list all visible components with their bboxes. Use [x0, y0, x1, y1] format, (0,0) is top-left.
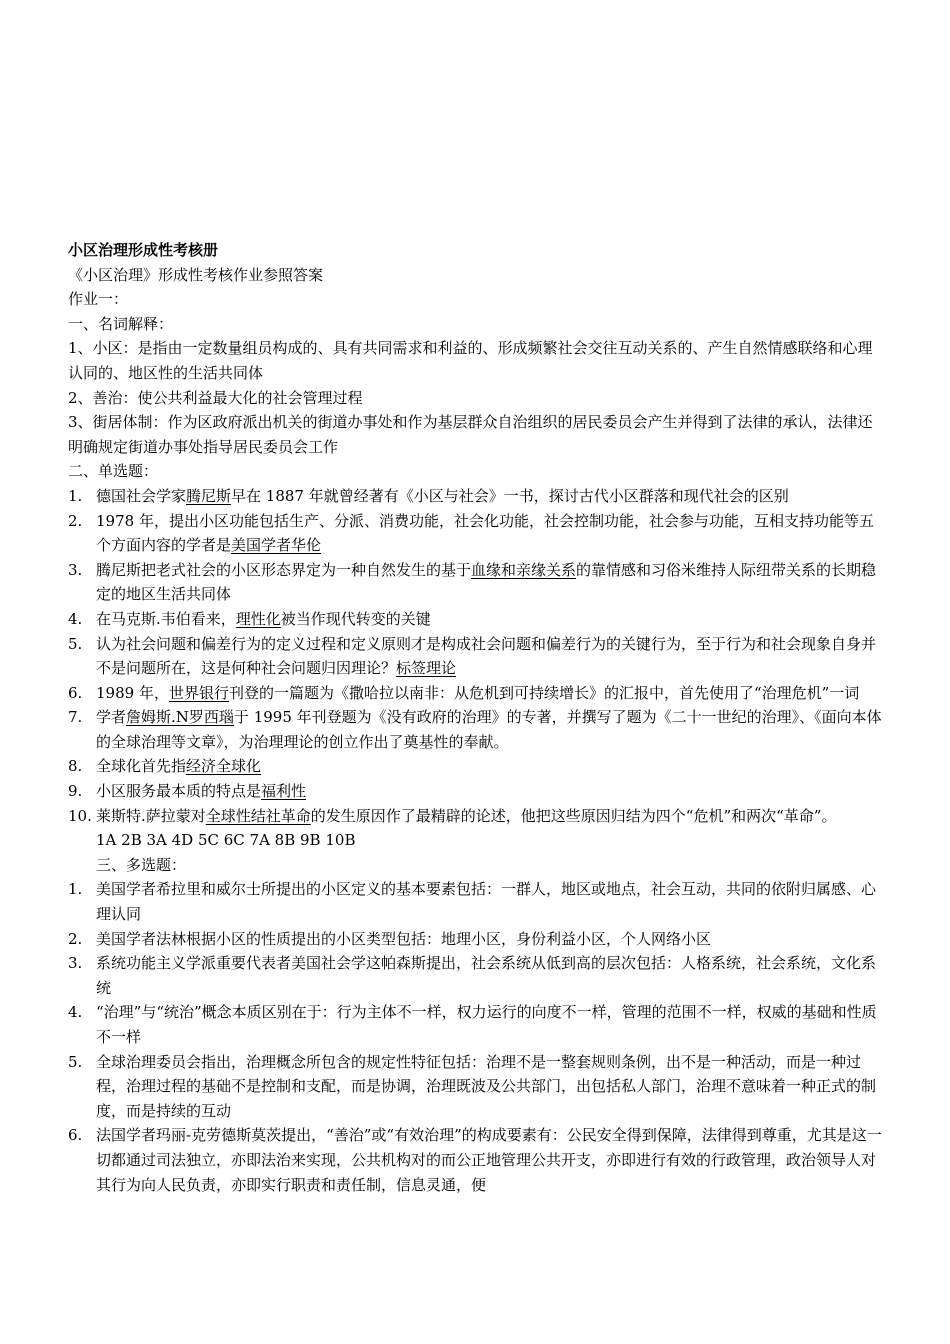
list-item-text — [96, 632, 884, 681]
list-item — [68, 927, 884, 952]
list-item-text: 美国学者希拉里和威尔士所提出的小区定义的基本要素包括：一群人，地区或地点，社会互动，共同的依附归属感、心理认同 — [96, 880, 877, 924]
question-text: 在马克斯.韦伯看来， — [96, 609, 236, 628]
list-item — [68, 558, 884, 607]
list-item-number: 5. — [68, 634, 83, 653]
list-item-text — [96, 484, 884, 509]
list-item — [68, 951, 884, 1000]
term-definition: 3、街居体制：作为区政府派出机关的街道办事处和作为基层群众自治组织的居民委员会产生并得到了法律的承认，法律还明确规定街道办事处指导居民委员会工作 — [68, 413, 873, 456]
list-item-text — [96, 705, 884, 754]
list-item — [68, 877, 884, 926]
underlined-answer: 世界银行 — [168, 683, 229, 702]
section-2-heading: 二、单选题： — [68, 462, 159, 481]
question-text: 学者 — [96, 708, 127, 727]
list-item-number: 3. — [68, 560, 83, 579]
list-item — [68, 681, 884, 706]
list-item-text — [96, 804, 884, 829]
question-text: 被当作现代转变的关键 — [280, 609, 431, 628]
list-item — [68, 705, 884, 754]
list-item — [68, 607, 884, 632]
question-text: 1978 年，提出小区功能包括生产、分派、消费功能，社会化功能，社会控制功能，社会参与功能，互相支持功能等五个方面内容的学者是 — [96, 511, 874, 555]
list-item-text — [96, 754, 884, 779]
list-item — [68, 509, 884, 558]
underlined-answer: 詹姆斯.N罗西瑙 — [126, 708, 234, 727]
underlined-answer: 标签理论 — [396, 659, 457, 678]
underlined-answer: 理性化 — [235, 609, 281, 628]
list-item-number: 3. — [68, 954, 83, 973]
list-item-text — [96, 779, 884, 804]
list-item — [68, 484, 884, 509]
list-item-number: 1. — [68, 486, 83, 505]
list-item-number: 7. — [68, 708, 83, 727]
list-item-number: 2. — [68, 511, 83, 530]
list-item-text — [96, 509, 884, 558]
question-text: 腾尼斯把老式社会的小区形态界定为一种自然发生的基于 — [96, 560, 472, 579]
list-item-text: 系统功能主义学派重要代表者美国社会学这帕森斯提出，社会系统从低到高的层次包括：人格系统，社会系统，文化系统 — [96, 954, 877, 997]
list-item-number: 4. — [68, 1003, 83, 1022]
list-item — [68, 804, 884, 829]
term-definition: 1、小区：是指由一定数量组员构成的、具有共同需求和利益的、形成频繁社会交往互动关系的、产生自然情感联络和心理认同的、地区性的生活共同体 — [68, 339, 873, 382]
underlined-answer: 经济全球化 — [186, 757, 262, 776]
question-text: 1989 年， — [96, 683, 169, 702]
document-title: 小区治理形成性考核册 — [68, 241, 219, 259]
list-item-number: 2. — [68, 929, 83, 948]
list-item — [68, 1000, 884, 1049]
question-text: 的靠情感和习俗米维持人际纽带关系的长期稳定的地区生活共同体 — [96, 560, 877, 604]
list-item-text: “治理”与“统治”概念本质区别在于：行为主体不一样，权力运行的向度不一样，管理的范围不一样，权威的基础和性质不一样 — [96, 1003, 877, 1046]
single-choice-list — [68, 484, 884, 828]
list-item-number: 8. — [68, 757, 83, 776]
question-text: 小区服务最本质的特点是 — [96, 782, 262, 801]
list-item — [68, 779, 884, 804]
single-choice-answers: 1A 2B 3A 4D 5C 6C 7A 8B 9B 10B — [96, 831, 356, 850]
question-text: 莱斯特.萨拉蒙对 — [96, 806, 206, 825]
list-item-number: 1. — [68, 880, 83, 899]
list-item-number: 5. — [68, 1052, 83, 1071]
list-item-text: 美国学者法林根据小区的性质提出的小区类型包括：地理小区，身份利益小区，个人网络小区 — [96, 929, 712, 948]
document-body — [68, 238, 884, 1197]
list-item-text — [96, 681, 884, 706]
list-item — [68, 632, 884, 681]
question-text: 认为社会问题和偏差行为的定义过程和定义原则才是构成社会问题和偏差行为的关键行为，至于行为和社会现象自身并不是问题所在，这是何种社会问题归因理论？ — [96, 634, 877, 678]
question-text: 的发生原因作了最精辟的论述，他把这些原因归结为四个“危机”和两次“革命”。 — [310, 806, 837, 825]
section-1-heading: 一、名词解释： — [68, 314, 174, 333]
question-text: 刊登的一篇题为《撒哈拉以南非：从危机到可持续增长》的汇报中，首先使用了“治理危机”一词 — [228, 683, 860, 702]
list-item-text: 全球治理委员会指出，治理概念所包含的规定性特征包括：治理不是一整套规则条例，出不是一种活动，而是一种过程，治理过程的基础不是控制和支配，而是协调，治理既波及公共部门，出包括私人部门，治理不意味着一种正式的制度，而是持续的互动 — [96, 1052, 877, 1120]
underlined-answer: 全球性结社革命 — [205, 806, 311, 825]
list-item-number: 10. — [68, 806, 92, 825]
list-item-number: 6. — [68, 1126, 83, 1145]
section-3-heading: 三、多选题： — [96, 855, 187, 874]
term-definition: 2、善治：使公共利益最大化的社会管理过程 — [68, 388, 363, 407]
underlined-answer: 血缘和亲缘关系 — [471, 560, 577, 579]
question-text: 早在 1887 年就曾经著有《小区与社会》一书，探讨古代小区群落和现代社会的区别 — [231, 486, 789, 505]
question-text: 于 1995 年刊登题为《没有政府的治理》的专著，并撰写了题为《二十一世纪的治理》、《面向本体的全球治理等文章》，为治理理论的创立作出了奠基性的奉献。 — [96, 708, 882, 751]
list-item — [68, 1050, 884, 1124]
underlined-answer: 腾尼斯 — [186, 486, 232, 505]
question-text: 全球化首先指 — [96, 757, 187, 776]
question-text: 德国社会学家 — [96, 486, 187, 505]
list-item-text — [96, 558, 884, 607]
underlined-answer: 美国学者华伦 — [231, 536, 322, 555]
list-item-text: 法国学者玛丽-克劳德斯莫茨提出，“善治”或“有效治理”的构成要素有：公民安全得到保障，法律得到尊重，尤其是这一切都通过司法独立，亦即法治来实现，公共机构对的而公正地管理公共开支，亦即进行有效的行政管理，政治领导人对其行为向人民负责，亦即实行职责和责任制，信息灵通，便 — [96, 1126, 882, 1194]
list-item-number: 6. — [68, 683, 83, 702]
underlined-answer: 福利性 — [261, 782, 307, 801]
document-subtitle: 《小区治理》形成性考核作业参照答案 — [68, 265, 324, 284]
list-item-text — [96, 607, 884, 632]
multiple-choice-list — [68, 877, 884, 1197]
homework-heading: 作业一： — [68, 290, 129, 309]
list-item — [68, 754, 884, 779]
list-item — [68, 1123, 884, 1197]
list-item-number: 9. — [68, 782, 83, 801]
list-item-number: 4. — [68, 609, 83, 628]
